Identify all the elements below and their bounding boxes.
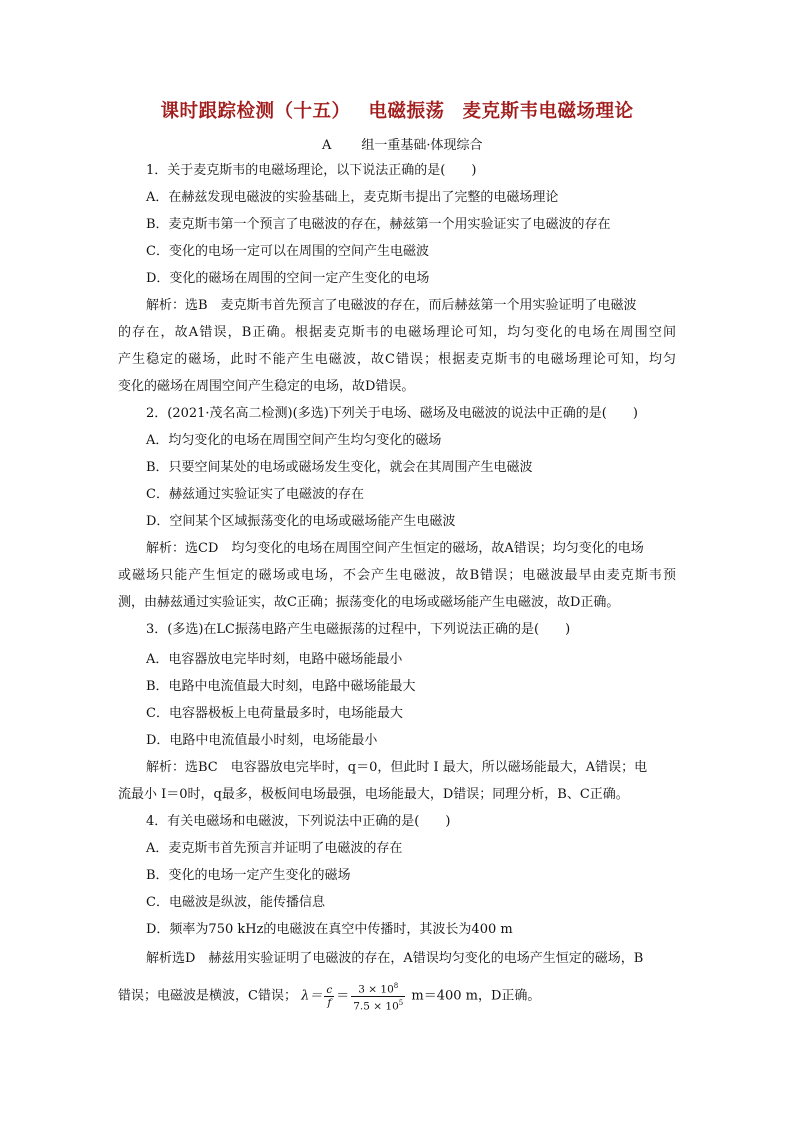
question-2-answer-line-3: 测，由赫兹通过实验证实，故C正确；振荡变化的电场或磁场能产生电磁波，故D正确。 bbox=[118, 595, 620, 610]
fraction-numeric bbox=[351, 980, 405, 1012]
group-heading bbox=[322, 134, 483, 153]
question-3-answer-line-2: 流最小 I＝0时，q最多，极板间电场最强，电场能最大，D错误；同理分析，B、C正确。 bbox=[118, 787, 629, 802]
denominator-exponent: 5 bbox=[398, 998, 404, 1007]
equals-sign: ＝ bbox=[336, 988, 350, 1004]
title-part-1: 课时跟踪检测（十五） bbox=[160, 101, 351, 122]
question-4-answer-line-2 bbox=[118, 980, 540, 1012]
question-3-option-c: C．电容器极板上电荷量最多时，电场能最大 bbox=[146, 706, 403, 721]
fraction-numerator: c bbox=[326, 983, 333, 996]
fraction-numerator bbox=[351, 980, 405, 997]
question-1-stem: 1．关于麦克斯韦的电磁场理论，以下说法正确的是( ) bbox=[146, 163, 477, 178]
question-1-answer-line-2: 的存在，故A错误，B正确。根据麦克斯韦的电磁场理论可知，均匀变化的电场在周围空间 bbox=[118, 325, 676, 340]
question-4-option-c: C．电磁波是纵波，能传播信息 bbox=[146, 895, 325, 910]
answer-result: m＝400 m，D正确。 bbox=[407, 988, 541, 1004]
fraction-denominator bbox=[351, 997, 405, 1013]
numerator-exponent: 8 bbox=[393, 982, 399, 990]
title-part-3: 麦克斯韦电磁场理论 bbox=[462, 101, 634, 122]
question-3-stem: 3．(多选)在LC振荡电路产生电磁振荡的过程中，下列说法正确的是( ) bbox=[146, 622, 571, 637]
question-1-option-c: C．变化的电场一定可以在周围的空间产生电磁波 bbox=[146, 244, 429, 259]
question-1-answer-line-4: 变化的磁场在周围空间产生稳定的电场，故D错误。 bbox=[118, 379, 415, 394]
fraction-c-over-f bbox=[324, 984, 334, 1009]
denominator-base: 7.5 × 10 bbox=[353, 1000, 399, 1012]
question-3-answer-line-1: 解析：选BC 电容器放电完毕时，q＝0，但此时 I 最大，所以磁场能最大，A错误；电 bbox=[146, 760, 648, 775]
question-2-answer-line-2: 或磁场只能产生恒定的磁场或电场，不会产生电磁波，故B错误；电磁波最早由麦克斯韦预 bbox=[118, 568, 676, 583]
question-2-option-a: A．均匀变化的电场在周围空间产生均匀变化的磁场 bbox=[146, 433, 442, 448]
numerator-base: 3 × 10 bbox=[358, 983, 394, 996]
group-label: 组一重基础·体现综合 bbox=[361, 138, 483, 153]
question-2-option-b: B．只要空间某处的电场或磁场发生变化，就会在其周围产生电磁波 bbox=[146, 460, 533, 475]
page-title bbox=[0, 97, 794, 123]
answer-text: 错误；电磁波是横波，C错误； bbox=[118, 988, 297, 1004]
question-1-option-b: B．麦克斯韦第一个预言了电磁波的存在，赫兹第一个用实验证实了电磁波的存在 bbox=[146, 217, 611, 232]
lambda-symbol: λ＝ bbox=[301, 988, 323, 1004]
question-1-option-a: A．在赫兹发现电磁波的实验基础上，麦克斯韦提出了完整的电磁场理论 bbox=[146, 190, 559, 205]
question-4-stem: 4．有关电磁场和电磁波，下列说法中正确的是( ) bbox=[146, 814, 451, 829]
question-3-option-a: A．电容器放电完毕时刻，电路中磁场能最小 bbox=[146, 652, 403, 667]
question-2-answer-line-1: 解析：选CD 均匀变化的电场在周围空间产生恒定的磁场，故A错误；均匀变化的电场 bbox=[146, 541, 644, 556]
question-4-option-b: B．变化的电场一定产生变化的磁场 bbox=[146, 868, 351, 883]
question-1-answer-line-1: 解析：选B 麦克斯韦首先预言了电磁波的存在，而后赫兹第一个用实验证明了电磁波 bbox=[146, 298, 637, 313]
question-1-answer-line-3: 产生稳定的磁场，此时不能产生电磁波，故C错误；根据麦克斯韦的电磁场理论可知，均匀 bbox=[118, 352, 676, 367]
question-3-option-d: D．电路中电流值最小时刻，电场能最小 bbox=[146, 733, 378, 748]
question-2-option-c: C．赫兹通过实验证实了电磁波的存在 bbox=[146, 487, 364, 502]
fraction-denominator: f bbox=[327, 996, 332, 1009]
question-2-stem: 2．(2021·茂名高二检测)(多选)下列关于电场、磁场及电磁波的说法中正确的是( ) bbox=[146, 406, 638, 421]
question-2-option-d: D．空间某个区域振荡变化的电场或磁场能产生电磁波 bbox=[146, 514, 456, 529]
question-4-answer-line-1: 解析选D 赫兹用实验证明了电磁波的存在，A错误均匀变化的电场产生恒定的磁场，B bbox=[146, 951, 644, 966]
group-letter: A bbox=[322, 138, 332, 153]
question-3-option-b: B．电路中电流值最大时刻，电路中磁场能最大 bbox=[146, 679, 416, 694]
question-4-option-d: D．频率为750 kHz的电磁波在真空中传播时，其波长为400 m bbox=[146, 922, 513, 937]
question-1-option-d: D．变化的磁场在周围的空间一定产生变化的电场 bbox=[146, 271, 430, 286]
title-part-2: 电磁振荡 bbox=[368, 101, 445, 122]
question-4-option-a: A．麦克斯韦首先预言并证明了电磁波的存在 bbox=[146, 841, 403, 856]
